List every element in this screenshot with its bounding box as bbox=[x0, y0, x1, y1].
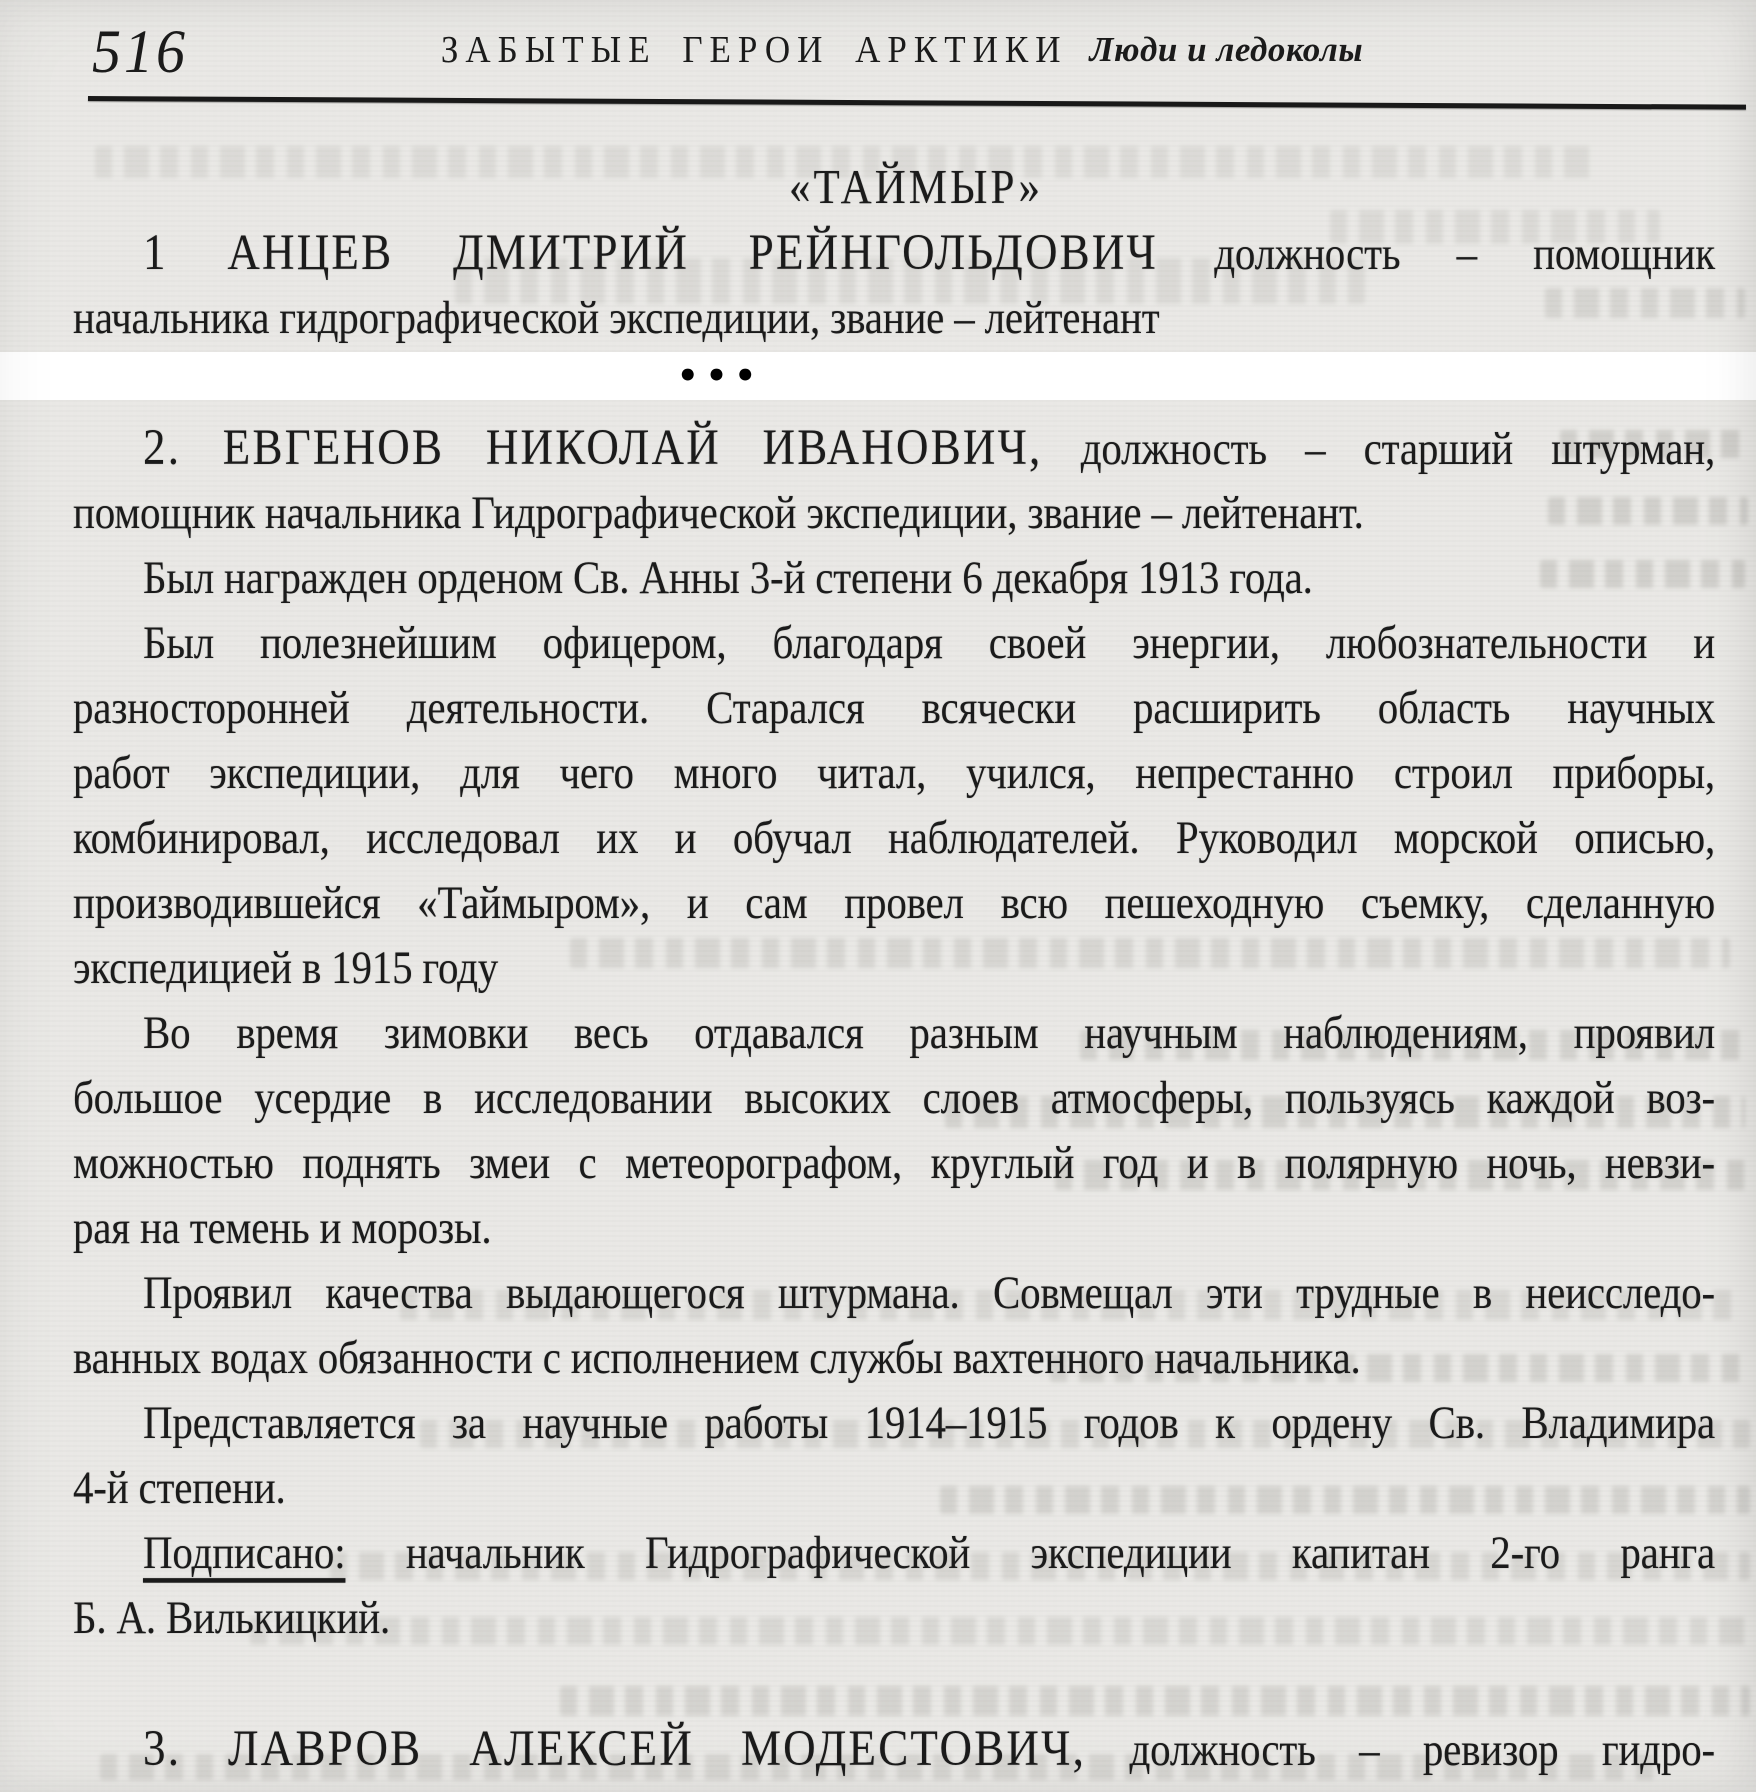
entry-2-name: 2. ЕВГЕНОВ НИКОЛАЙ ИВАНОВИЧ, bbox=[143, 418, 1043, 476]
page-number: 516 bbox=[92, 17, 188, 86]
text-line-15: рая на темень и морозы. bbox=[73, 1200, 492, 1254]
entry-1-name: 1 АНЦЕВ ДМИТРИЙ РЕЙНГОЛЬДОВИЧ bbox=[143, 223, 1159, 281]
signature-text: начальник Гидрографической экспедиции капитан 2-го ранга bbox=[345, 1525, 1715, 1579]
entry-1-heading-line bbox=[73, 215, 1715, 289]
text-line-7: разносторонней деятельности. Старался всячески расширить область научных bbox=[73, 680, 1715, 734]
text-line-9: комбинировал, исследовал их и обучал наблюдателей. Руководил морской описью, bbox=[73, 810, 1715, 864]
text-line-11: экспедицией в 1915 году bbox=[73, 940, 499, 994]
text-line-5: Был награжден орденом Св. Анны 3-й степени 6 декабря 1913 года. bbox=[143, 550, 1313, 604]
running-title: ЗАБЫТЫЕ ГЕРОИ АРКТИКИ bbox=[440, 28, 1068, 71]
text-line-6: Был полезнейшим офицером, благодаря своей энергии, любознательности и bbox=[143, 615, 1715, 669]
separator-dots-icon: ••• bbox=[676, 356, 764, 396]
entry-3-role: должность – ревизор гидро- bbox=[1086, 1722, 1715, 1776]
text-line-12: Во время зимовки весь отдавался разным научным наблюдениям, проявил bbox=[143, 1005, 1715, 1059]
running-head bbox=[24, 30, 1756, 70]
entry-2-heading-line bbox=[73, 410, 1715, 484]
running-subtitle: Люди и ледоколы bbox=[1089, 30, 1364, 69]
signature-label: Подписано: bbox=[143, 1525, 346, 1579]
entry-1-role: должность – помощник bbox=[1158, 226, 1715, 280]
text-line-13: большое усердие в исследовании высоких слоев атмосферы, пользуясь каждой воз- bbox=[73, 1070, 1715, 1124]
text-line-19: 4-й степени. bbox=[73, 1460, 286, 1514]
signature-line bbox=[73, 1515, 1715, 1589]
signature-name-line: Б. А. Вилькицкий. bbox=[73, 1590, 391, 1644]
section-title: «ТАЙМЫР» bbox=[789, 160, 1043, 215]
text-line-2: начальника гидрографической экспедиции, звание – лейтенант bbox=[73, 290, 1160, 344]
text-line-18: Представляется за научные работы 1914–1915 годов к ордену Св. Владимира bbox=[143, 1395, 1715, 1449]
entry-2-role: должность – старший штурман, bbox=[1042, 421, 1715, 475]
text-line-8: работ экспедиции, для чего много читал, учился, непрестанно строил приборы, bbox=[73, 745, 1715, 799]
text-line-4: помощник начальника Гидрографической экспедиции, звание – лейтенант. bbox=[73, 485, 1364, 539]
text-line-16: Проявил качества выдающегося штурмана. Совмещал эти трудные в неисследо- bbox=[143, 1265, 1715, 1319]
text-line-17: ванных водах обязанности с исполнением службы вахтенного начальника. bbox=[73, 1330, 1361, 1384]
text-line-10: производившейся «Таймыром», и сам провел всю пешеходную съемку, сделанную bbox=[73, 875, 1715, 929]
entry-3-name: 3. ЛАВРОВ АЛЕКСЕЙ МОДЕСТОВИЧ, bbox=[143, 1719, 1087, 1777]
entry-3-heading-line bbox=[73, 1711, 1715, 1785]
header-rule bbox=[88, 96, 1746, 110]
text-line-14: можностью поднять змеи с метеорографом, круглый год и в полярную ночь, невзи- bbox=[73, 1135, 1715, 1189]
paragraph-gap bbox=[73, 1650, 1715, 1716]
correction-band bbox=[0, 352, 1756, 400]
